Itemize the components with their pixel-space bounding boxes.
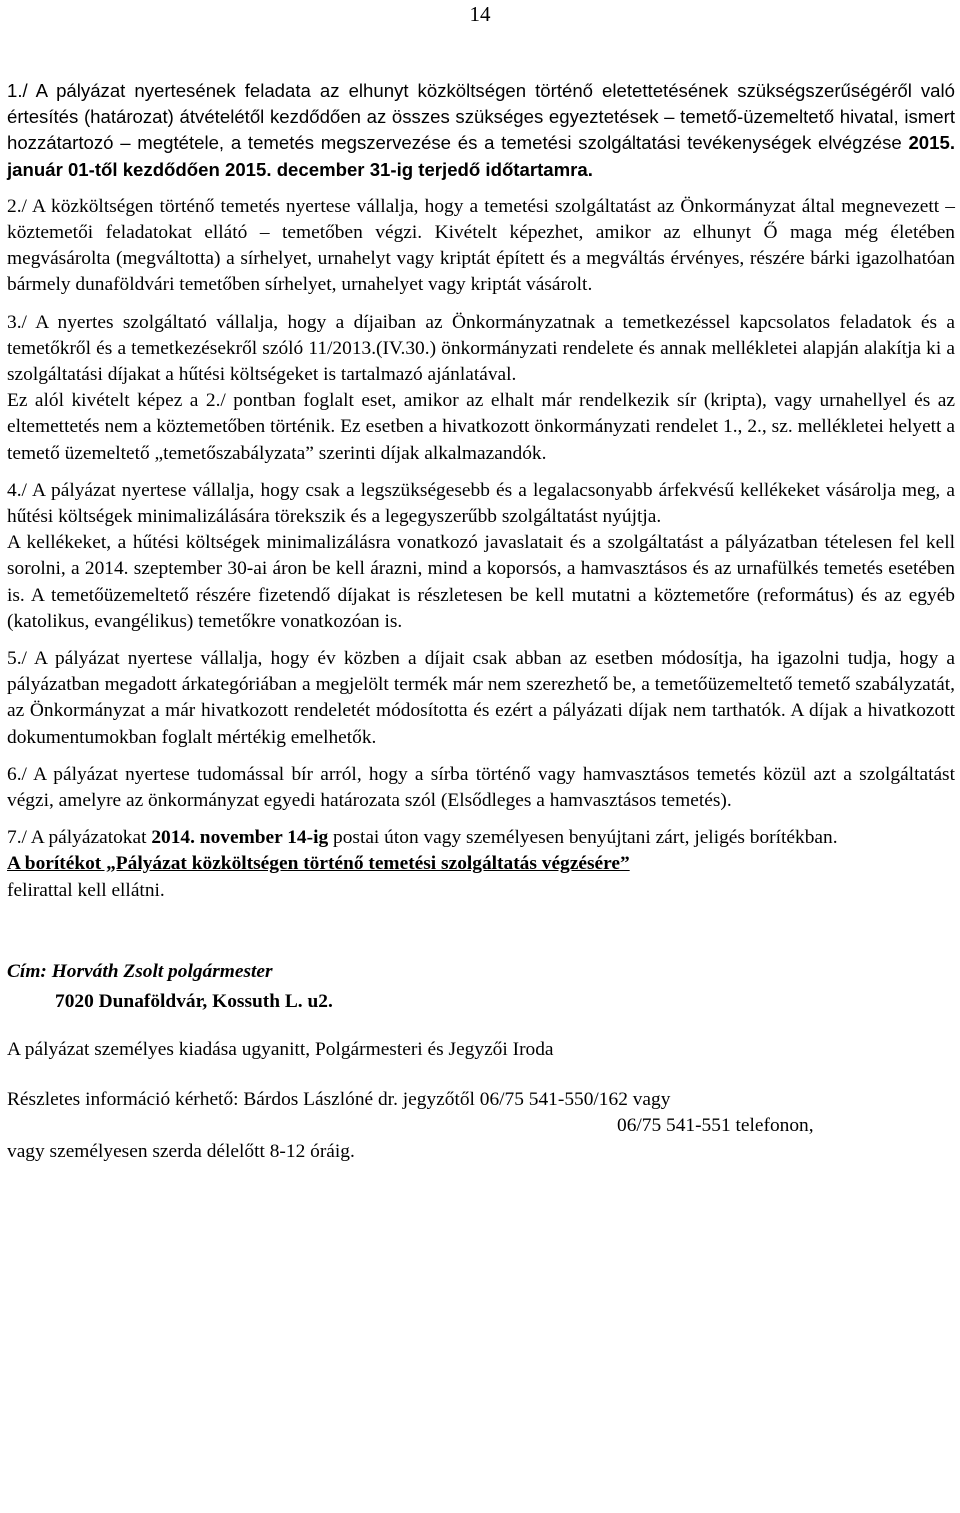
document-body [7,78,955,1166]
contact-line-3: vagy személyesen szerda délelőtt 8-12 óráig. [7,1141,355,1163]
paragraph-1-text: 1./ A pályázat nyertesének feladata az elhunyt közköltségen történő eletettetésének szükségszerűségéről való értesítés (határozat) átvételétől kezdődően az összes szükséges egyeztetések – temető-üzemeltető hivatal, ismert hozzátartozó – megtétele, a temetés megszervezése és a temetési szolgáltatási tevékenységek elvégzése [7,80,955,154]
paragraph-6: 6./ A pályázat nyertese tudomással bír arról, hogy a sírba történő vagy hamvasztásos temetés közül azt a szolgáltatást végzi, amelyre az önkormányzat egyedi határozata szól (Elsődleges a hamvasztásos temetés). [7,763,955,812]
paragraph-7-text: 7./ A pályázatokat [7,827,152,849]
contact-line-2: 06/75 541-551 telefonon, [617,1115,814,1137]
page-number: 14 [469,2,491,26]
paragraph-1-period: 2015. január 01-től kezdődően 2015. december 31-ig terjedő időtartamra. [7,132,955,180]
paragraph-7 [7,825,955,851]
paragraph-7-text-2: postai úton vagy személyesen benyújtani zárt, jeligés borítékban. [328,827,838,849]
office-note: A pályázat személyes kiadása ugyanitt, Polgármesteri és Jegyzői Iroda [7,1038,554,1060]
address-line: 7020 Dunaföldvár, Kossuth L. u2. [55,990,333,1012]
deadline: 2014. november 14-ig [151,827,329,849]
paragraph-2: 2./ A közköltségen történő temetés nyertese vállalja, hogy a temetési szolgáltatást az Önkormányzat által megnevezett – köztemetői feladatokat ellátó – temetőben végzi. Kivételt képezhet, amikor az elhunyt Ő maga még életében megvásárolta (megváltotta) a sírhelyet, urnahelyt vagy kriptát épített és a megváltás érvényes, részére bárki igazolhatóan bármely dunaföldvári temetőben sírhelyet, urnahelyet vagy kriptát vásárolt. [7,195,955,296]
paragraph-5: 5./ A pályázat nyertese vállalja, hogy év közben a díjait csak abban az esetben módosítja, ha igazolni tudja, hogy a pályázatban megadott árkategóriában a megjelölt termék már nem szerezhető be, a temetőüzemeltető temető szabályzatát, az Önkormányzat a már hivatkozott rendeletét módosította és ezért a pályázati díjak nem tarthatók. A díjak a hivatkozott dokumentumokban foglalt mértékig emelhetők. [7,648,955,748]
paragraph-4: 4./ A pályázat nyertese vállalja, hogy csak a legszükségesebb és a legalacsonyabb árfekvésű kellékeket vásárolja meg, a hűtési költségek minimalizálására törekszik és a legegyszerűbb szolgáltatást nyújtja. [7,479,955,528]
contact-line-1: Részletes információ kérhető: Bárdos Lászlóné dr. jegyzőtől 06/75 541-550/162 vagy [7,1088,671,1110]
envelope-label: A borítékot „Pályázat közköltségen történő temetési szolgáltatás végzésére” [7,853,630,875]
paragraph-3: 3./ A nyertes szolgáltató vállalja, hogy a díjaiban az Önkormányzatnak a temetkezéssel kapcsolatos feladatok és a temetőkről és a temetkezésekről szóló 11/2013.(IV.30.) önkormányzati rendelete és annak mellékletei alapján alakítja ki a szolgáltatási díjakat a hűtési költségeket is tartalmazó ajánlatával. [7,311,955,386]
paragraph-1 [7,78,955,183]
envelope-note: felirattal kell ellátni. [7,879,165,901]
paragraph-3-exception: Ez alól kivételt képez a 2./ pontban foglalt eset, amikor az elhalt már rendelkezik sír (kripta), vagy urnahellyel és az eltemettetés nem a köztemetőben történik. Ez esetben a hivatkozott önkormányzati rendelet 1., 2., sz. mellékletei helyett a temető üzemeltető „temetőszabályzata” szerinti díjak alkalmazandók. [7,390,955,464]
paragraph-4-details: A kellékeket, a hűtési költségek minimalizálásra vonatkozó javaslatait és a szolgáltatást a pályázatban tételesen fel kell sorolni, a 2014. szeptember 30-ai áron be kell árazni, mind a koporsós, a hamvasztásos és az urnafülkés temetés esetében is. A temetőüzemeltető részére fizetendő díjakat is részletesen be kell mutatni a köztemetőre (református) és az egyéb (katolikus, evangélikus) temetőkre vonatkozóan is. [7,532,955,632]
address-name: Cím: Horváth Zsolt polgármester [7,960,273,982]
